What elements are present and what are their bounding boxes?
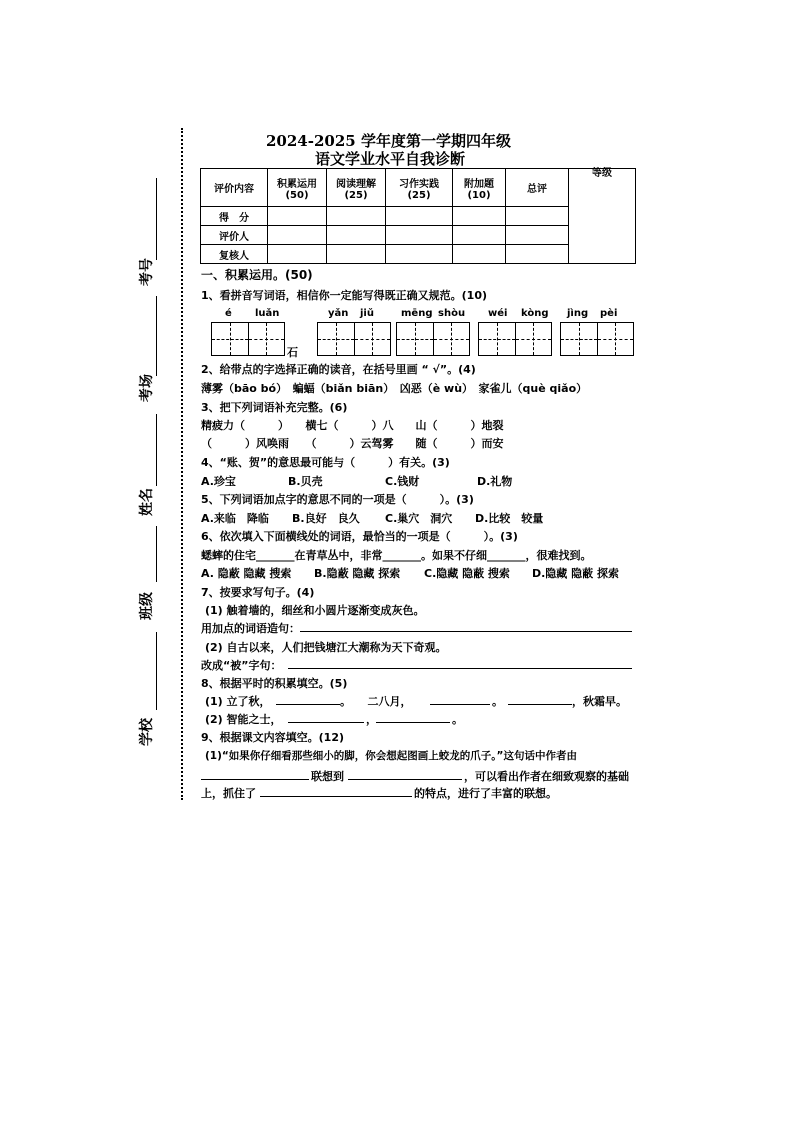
- question-8-line1-c: 。: [492, 695, 503, 708]
- pinyin: luǎn: [255, 308, 280, 319]
- question-9-line2-b: ，可以看出作者在细致观察的基础: [464, 770, 629, 783]
- header-cell: 阅读理解 (25): [327, 169, 386, 207]
- pinyin: jìng: [567, 308, 589, 319]
- pinyin: yǎn: [328, 308, 349, 319]
- answer-line[interactable]: [348, 779, 462, 780]
- option: B.良好 良久: [292, 512, 360, 525]
- score-cell[interactable]: [268, 245, 327, 264]
- exam-title-line1: 2024-2025 学年度第一学期四年级: [266, 132, 511, 150]
- option: A.来临 降临: [201, 512, 269, 525]
- score-cell[interactable]: [506, 245, 569, 264]
- question-7-sentence-1: (1) 触着墙的，细丝和小圆片逐渐变成灰色。: [205, 604, 425, 617]
- score-cell[interactable]: [386, 226, 453, 245]
- answer-line[interactable]: [508, 704, 572, 705]
- question-3: 3、把下列词语补充完整。(6): [201, 401, 348, 414]
- score-cell[interactable]: [327, 245, 386, 264]
- writing-grid[interactable]: [396, 322, 470, 356]
- header-cell: 附加题 (10): [453, 169, 506, 207]
- score-cell[interactable]: [453, 207, 506, 226]
- answer-line[interactable]: [260, 796, 412, 797]
- side-label-exam-number: 考号: [139, 258, 155, 286]
- option: C.巢穴 洞穴: [385, 512, 453, 525]
- question-8-line2-c: 。: [452, 713, 463, 726]
- pinyin: mēng: [401, 308, 433, 319]
- writing-grid[interactable]: [317, 322, 391, 356]
- question-2: 2、给带点的字选择正确的读音，在括号里画 “ √”。(4): [201, 363, 476, 376]
- option: D.隐藏 隐蔽 探索: [532, 567, 619, 580]
- header-cell: 评价内容: [201, 169, 268, 207]
- question-9-line2-a: 联想到: [311, 770, 344, 783]
- question-8: 8、根据平时的积累填空。(5): [201, 677, 348, 690]
- pinyin: wéi: [488, 308, 508, 319]
- score-cell[interactable]: [453, 226, 506, 245]
- fixed-char: 石: [287, 346, 298, 359]
- section-heading: 一、积累运用。(50): [201, 268, 313, 282]
- writing-grid[interactable]: [478, 322, 552, 356]
- question-3-line2: （ ）风唤雨 （ ）云驾雾 随（ ）而安: [201, 437, 504, 450]
- score-cell[interactable]: [327, 207, 386, 226]
- option: C.隐藏 隐蔽 搜索: [424, 567, 510, 580]
- question-8-line2-a: (2) 智能之士，: [205, 713, 282, 726]
- answer-line[interactable]: [288, 668, 632, 669]
- option: A.珍宝: [201, 475, 236, 488]
- score-cell[interactable]: [506, 226, 569, 245]
- question-1: 1、看拼音写词语，相信你一定能写得既正确又规范。(10): [201, 289, 488, 302]
- score-cell[interactable]: [386, 207, 453, 226]
- pinyin: pèi: [600, 308, 618, 319]
- header-cell: 总评: [506, 169, 569, 207]
- option: D.礼物: [477, 475, 513, 488]
- score-cell[interactable]: [268, 207, 327, 226]
- side-label-exam-room: 考场: [139, 374, 155, 402]
- question-5: 5、下列词语加点字的意思不同的一项是（ ）。(3): [201, 493, 474, 506]
- side-label-name: 姓名: [139, 488, 155, 516]
- side-label-class: 班级: [139, 592, 155, 620]
- score-cell[interactable]: [506, 207, 569, 226]
- answer-line[interactable]: [288, 722, 364, 723]
- option: B.贝壳: [288, 475, 323, 488]
- pinyin: jiǔ: [360, 308, 374, 319]
- binding-line: [181, 128, 183, 800]
- score-cell[interactable]: [386, 245, 453, 264]
- option: D.比较 较量: [475, 512, 544, 525]
- question-6: 6、依次填入下面横线处的词语，最恰当的一项是（ ）。(3): [201, 530, 518, 543]
- writing-grid[interactable]: [211, 322, 285, 356]
- pinyin: shòu: [438, 308, 466, 319]
- score-cell[interactable]: [327, 226, 386, 245]
- answer-line[interactable]: [300, 631, 632, 632]
- score-cell[interactable]: [268, 226, 327, 245]
- question-7-task-1: 用加点的词语造句：: [201, 622, 300, 635]
- option: C.钱财: [385, 475, 420, 488]
- side-label-school: 学校: [139, 718, 155, 746]
- row-label: 得 分: [201, 207, 268, 226]
- header-cell: 积累运用 (50): [268, 169, 327, 207]
- question-8-line2-b: ，: [366, 713, 377, 726]
- question-7-task-2: 改成“被”字句：: [201, 659, 282, 672]
- exam-title-line2: 语文学业水平自我诊断: [315, 150, 466, 168]
- question-7: 7、按要求写句子。(4): [201, 586, 315, 599]
- option: B.隐蔽 隐藏 探索: [314, 567, 401, 580]
- question-6-sentence: 蟋蟀的住宅_______在青草丛中，非常_______。如果不仔细_______，很难找到。: [201, 549, 592, 562]
- score-cell[interactable]: [453, 245, 506, 264]
- question-9-line3-b: 的特点，进行了丰富的联想。: [414, 787, 557, 800]
- pinyin: é: [225, 308, 232, 319]
- question-2-items: 薄雾（bāo bó） 蝙蝠（biǎn biān） 凶恶（è wù） 家雀儿（què qiǎo）: [201, 382, 588, 395]
- question-3-line1: 精疲力（ ） 横七（ ）八 山（ ）地裂: [201, 419, 504, 432]
- option: A. 隐蔽 隐藏 搜索: [201, 567, 292, 580]
- question-7-sentence-2: (2) 自古以来，人们把钱塘江大潮称为天下奇观。: [205, 641, 447, 654]
- question-8-line1-a: (1) 立了秋，: [205, 695, 271, 708]
- answer-line[interactable]: [276, 704, 340, 705]
- score-table: [200, 168, 636, 264]
- question-8-line1-b: 。 二八月，: [340, 695, 412, 708]
- answer-line[interactable]: [376, 722, 450, 723]
- row-label: 评价人: [201, 226, 268, 245]
- pinyin: kòng: [521, 308, 549, 319]
- question-9-line1: (1)“如果你仔细看那些细小的脚，你会想起图画上蛟龙的爪子。”这句话中作者由: [205, 750, 577, 762]
- question-8-line1-d: ，秋霜早。: [572, 695, 627, 708]
- question-9: 9、根据课文内容填空。(12): [201, 731, 345, 744]
- header-cell: 习作实践 (25): [386, 169, 453, 207]
- grade-cell: 等级: [569, 169, 636, 264]
- answer-line[interactable]: [430, 704, 490, 705]
- question-9-line3-a: 上，抓住了: [201, 787, 256, 800]
- answer-line[interactable]: [201, 779, 309, 780]
- question-4: 4、“账、贺”的意思最可能与（ ）有关。(3): [201, 456, 450, 469]
- writing-grid[interactable]: [560, 322, 634, 356]
- row-label: 复核人: [201, 245, 268, 264]
